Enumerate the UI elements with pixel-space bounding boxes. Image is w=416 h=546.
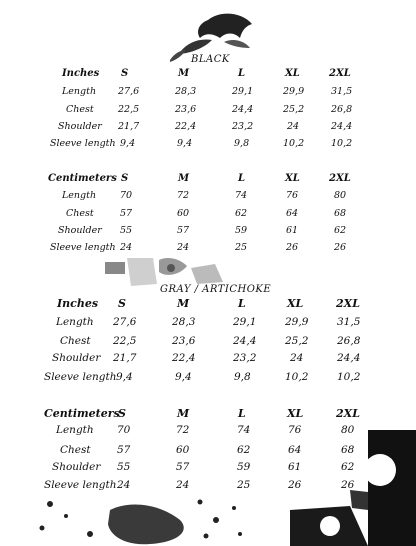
cell-value: 57 xyxy=(120,208,133,219)
size-header: S xyxy=(118,407,126,420)
cell-value: 26 xyxy=(334,242,347,253)
row-label: Shoulder xyxy=(52,461,101,473)
cell-value: 60 xyxy=(176,444,190,456)
cell-value: 70 xyxy=(120,190,133,201)
cell-value: 9,8 xyxy=(234,371,251,383)
size-header: L xyxy=(238,173,246,184)
row-label: Sleeve length xyxy=(50,138,116,149)
size-header: L xyxy=(238,297,246,310)
cell-value: 60 xyxy=(177,208,190,219)
cell-value: 25,2 xyxy=(283,104,305,115)
cell-value: 10,2 xyxy=(283,138,305,149)
cell-value: 23,6 xyxy=(175,104,197,115)
cell-value: 23,6 xyxy=(172,335,196,347)
cell-value: 9,4 xyxy=(116,371,133,383)
cell-value: 24 xyxy=(117,479,131,491)
cell-value: 23,2 xyxy=(232,121,254,132)
size-header: 2XL xyxy=(329,173,351,184)
cell-value: 24 xyxy=(177,242,190,253)
size-header: L xyxy=(238,68,246,79)
cell-value: 72 xyxy=(177,190,190,201)
cell-value: 57 xyxy=(176,461,190,473)
cell-value: 24 xyxy=(176,479,190,491)
cell-value: 31,5 xyxy=(337,316,361,328)
cell-value: 70 xyxy=(117,424,131,436)
size-header: 2XL xyxy=(336,407,360,420)
row-label: Sleeve length xyxy=(44,479,117,491)
unit-header: Centimeters xyxy=(44,407,120,420)
cell-value: 55 xyxy=(120,225,133,236)
size-header: M xyxy=(177,407,190,420)
section-title: GRAY / ARTICHOKE xyxy=(160,284,272,295)
size-header: XL xyxy=(287,297,304,310)
size-header: S xyxy=(121,173,129,184)
cell-value: 22,4 xyxy=(175,121,197,132)
size-header: M xyxy=(177,297,190,310)
cell-value: 26 xyxy=(286,242,299,253)
cell-value: 25 xyxy=(235,242,248,253)
cell-value: 23,2 xyxy=(233,352,257,364)
row-label: Length xyxy=(56,316,94,328)
size-header: S xyxy=(118,297,126,310)
cell-value: 22,4 xyxy=(172,352,196,364)
size-header: XL xyxy=(285,68,300,79)
cell-value: 80 xyxy=(334,190,347,201)
row-label: Chest xyxy=(66,208,94,219)
cell-value: 24,4 xyxy=(331,121,353,132)
cell-value: 26 xyxy=(288,479,302,491)
cell-value: 76 xyxy=(286,190,299,201)
cell-value: 64 xyxy=(288,444,302,456)
row-label: Shoulder xyxy=(52,352,101,364)
cell-value: 26,8 xyxy=(337,335,361,347)
cell-value: 64 xyxy=(286,208,299,219)
cell-value: 76 xyxy=(288,424,302,436)
cell-value: 62 xyxy=(334,225,347,236)
row-label: Length xyxy=(56,424,94,436)
cell-value: 74 xyxy=(235,190,248,201)
cell-value: 10,2 xyxy=(337,371,361,383)
cell-value: 57 xyxy=(117,444,131,456)
cell-value: 80 xyxy=(341,424,355,436)
cell-value: 9,8 xyxy=(234,138,250,149)
cell-value: 25 xyxy=(237,479,251,491)
row-label: Chest xyxy=(60,444,91,456)
unit-header: Centimeters xyxy=(48,173,117,184)
cell-value: 26,8 xyxy=(331,104,353,115)
cell-value: 29,9 xyxy=(285,316,309,328)
cell-value: 25,2 xyxy=(285,335,309,347)
cell-value: 68 xyxy=(334,208,347,219)
cell-value: 10,2 xyxy=(285,371,309,383)
cell-value: 55 xyxy=(117,461,131,473)
cell-value: 27,6 xyxy=(113,316,137,328)
cell-value: 68 xyxy=(341,444,355,456)
cell-value: 9,4 xyxy=(177,138,193,149)
cell-value: 10,2 xyxy=(331,138,353,149)
size-header: M xyxy=(178,68,190,79)
cell-value: 26 xyxy=(341,479,355,491)
row-label: Shoulder xyxy=(58,121,102,132)
cell-value: 27,6 xyxy=(118,86,140,97)
unit-header: Inches xyxy=(57,297,99,310)
artwork-bottom-left xyxy=(30,490,260,546)
size-header: 2XL xyxy=(336,297,360,310)
cell-value: 59 xyxy=(235,225,248,236)
cell-value: 57 xyxy=(177,225,190,236)
cell-value: 24,4 xyxy=(233,335,257,347)
cell-value: 29,1 xyxy=(233,316,257,328)
unit-header: Inches xyxy=(62,68,100,79)
row-label: Sleeve length xyxy=(50,242,116,253)
row-label: Shoulder xyxy=(58,225,102,236)
row-label: Sleeve length xyxy=(44,371,117,383)
cell-value: 61 xyxy=(288,461,302,473)
row-label: Chest xyxy=(60,335,91,347)
cell-value: 31,5 xyxy=(331,86,353,97)
cell-value: 29,9 xyxy=(283,86,305,97)
cell-value: 22,5 xyxy=(118,104,140,115)
cell-value: 74 xyxy=(237,424,251,436)
cell-value: 21,7 xyxy=(113,352,137,364)
cell-value: 62 xyxy=(341,461,355,473)
cell-value: 28,3 xyxy=(172,316,196,328)
size-header: S xyxy=(121,68,129,79)
size-header: M xyxy=(178,173,190,184)
cell-value: 28,3 xyxy=(175,86,197,97)
cell-value: 24,4 xyxy=(337,352,361,364)
cell-value: 62 xyxy=(237,444,251,456)
row-label: Length xyxy=(62,190,97,201)
cell-value: 72 xyxy=(176,424,190,436)
cell-value: 24 xyxy=(287,121,300,132)
row-label: Length xyxy=(62,86,97,97)
cell-value: 24 xyxy=(290,352,304,364)
cell-value: 29,1 xyxy=(232,86,254,97)
cell-value: 24,4 xyxy=(232,104,254,115)
size-header: L xyxy=(238,407,246,420)
size-header: XL xyxy=(285,173,300,184)
cell-value: 62 xyxy=(235,208,248,219)
size-header: 2XL xyxy=(329,68,351,79)
section-title: BLACK xyxy=(191,54,230,65)
row-label: Chest xyxy=(66,104,94,115)
cell-value: 9,4 xyxy=(175,371,192,383)
cell-value: 59 xyxy=(237,461,251,473)
cell-value: 9,4 xyxy=(120,138,136,149)
cell-value: 61 xyxy=(286,225,299,236)
cell-value: 21,7 xyxy=(118,121,140,132)
size-header: XL xyxy=(287,407,304,420)
cell-value: 24 xyxy=(120,242,133,253)
cell-value: 22,5 xyxy=(113,335,137,347)
